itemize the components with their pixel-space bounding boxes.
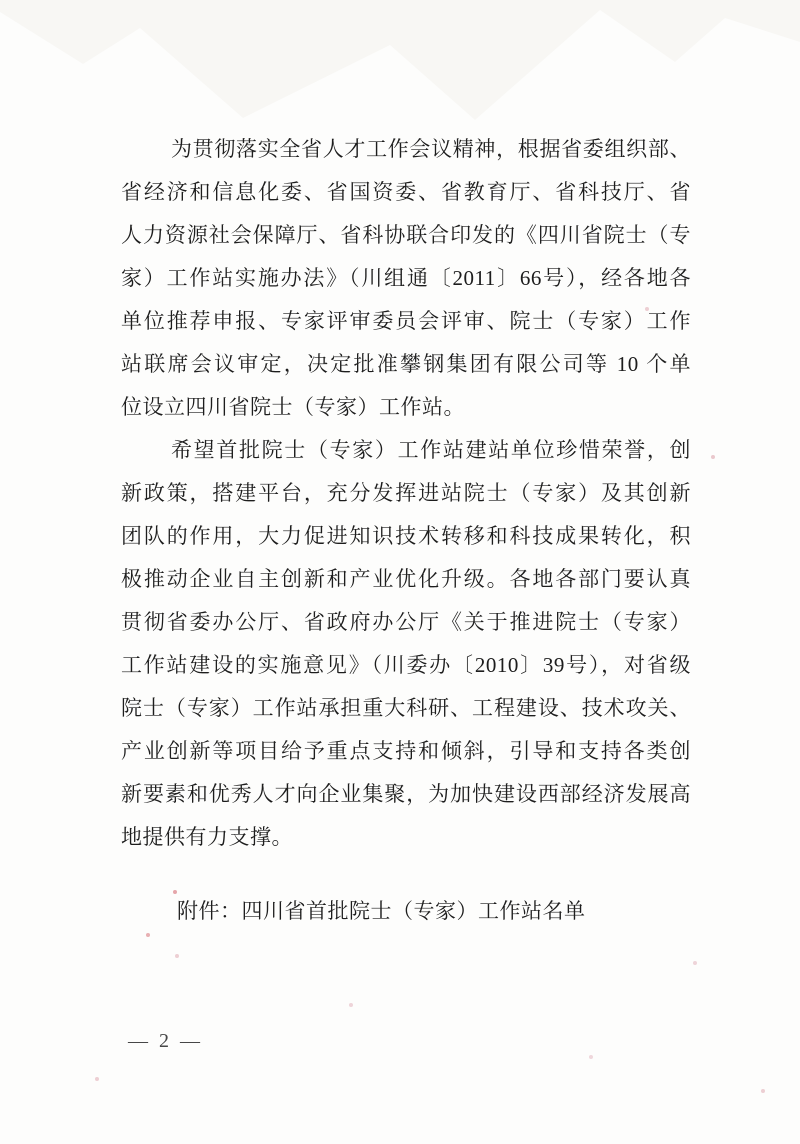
body-text-line: 新要素和优秀人才向企业集聚，为加快建设西部经济发展高 bbox=[121, 782, 691, 806]
body-text-line: 站联席会议审定，决定批准攀钢集团有限公司等 10 个单 bbox=[121, 352, 691, 376]
scan-noise-specks bbox=[0, 0, 2, 2]
paper-crease-shadow bbox=[0, 0, 800, 130]
paragraph-2 bbox=[121, 429, 691, 859]
document-body bbox=[121, 128, 691, 933]
body-text-line: 极推动企业自主创新和产业优化升级。各地各部门要认真 bbox=[121, 567, 691, 591]
body-text-line: 单位推荐申报、专家评审委员会评审、院士（专家）工作 bbox=[121, 309, 691, 333]
body-text-line: 省经济和信息化委、省国资委、省教育厅、省科技厅、省 bbox=[121, 180, 691, 204]
body-text-line: 人力资源社会保障厅、省科协联合印发的《四川省院士（专 bbox=[121, 223, 691, 247]
page-number: — 2 — bbox=[128, 1030, 203, 1052]
body-text-line: 产业创新等项目给予重点支持和倾斜，引导和支持各类创 bbox=[121, 739, 691, 763]
body-text-line: 工作站建设的实施意见》（川委办〔2010〕39号），对省级 bbox=[121, 653, 691, 677]
body-text-line: 家）工作站实施办法》（川组通〔2011〕66号），经各地各 bbox=[121, 266, 691, 290]
body-text-line: 位设立四川省院士（专家）工作站。 bbox=[121, 395, 465, 419]
body-text-line: 院士（专家）工作站承担重大科研、工程建设、技术攻关、 bbox=[121, 696, 691, 720]
body-text-line: 希望首批院士（专家）工作站建站单位珍惜荣誉，创 bbox=[171, 438, 691, 462]
attachment-reference-line: 附件：四川省首批院士（专家）工作站名单 bbox=[177, 899, 586, 923]
body-text-line: 贯彻省委办公厅、省政府办公厅《关于推进院士（专家） bbox=[121, 610, 691, 634]
body-text-line: 团队的作用，大力促进知识技术转移和科技成果转化，积 bbox=[121, 524, 691, 548]
body-text-line: 新政策，搭建平台，充分发挥进站院士（专家）及其创新 bbox=[121, 481, 691, 505]
body-text-line: 为贯彻落实全省人才工作会议精神，根据省委组织部、 bbox=[171, 137, 691, 161]
paragraph-1 bbox=[121, 128, 691, 429]
body-text-line: 地提供有力支撑。 bbox=[121, 825, 293, 849]
